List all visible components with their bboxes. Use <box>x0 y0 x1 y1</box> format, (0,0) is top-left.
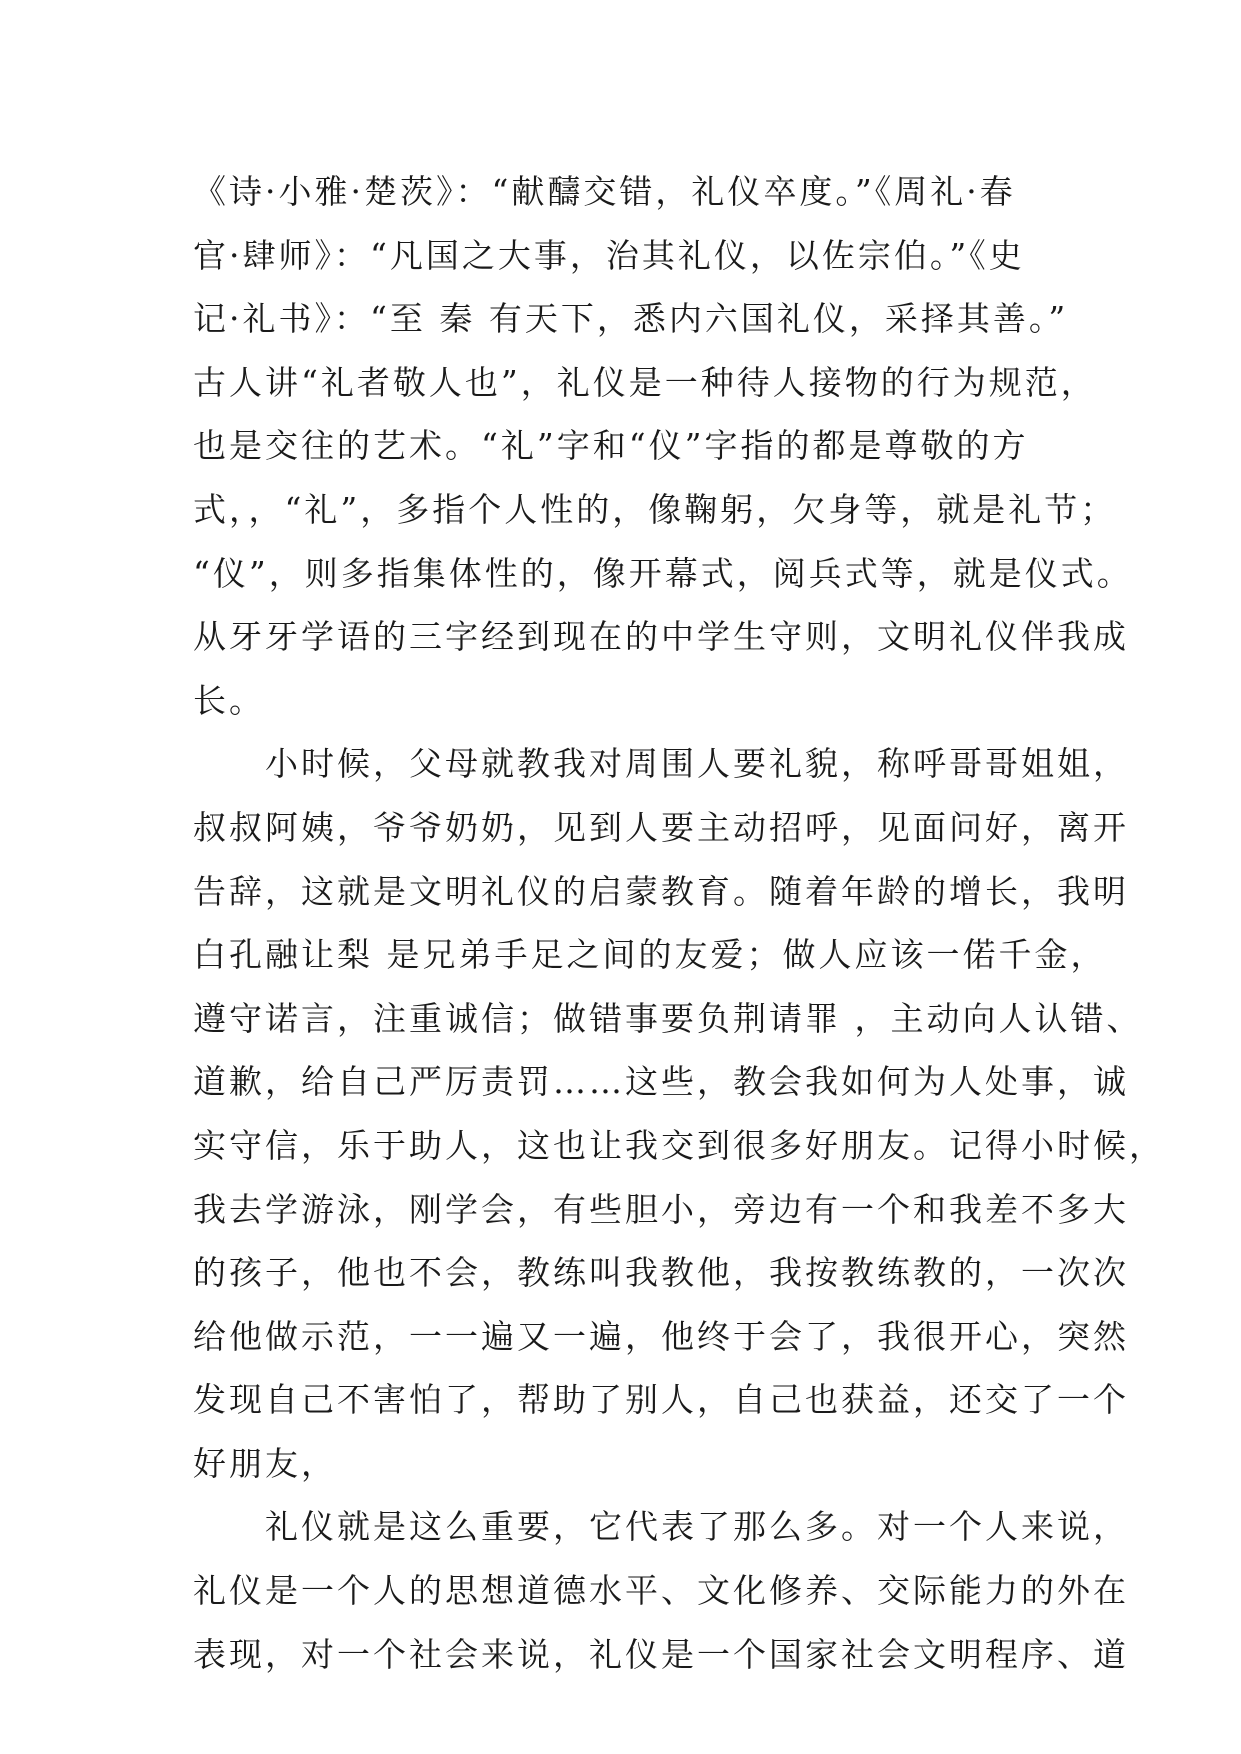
text-line: 从牙牙学语的三字经到现在的中学生守则，文明礼仪伴我成 <box>193 617 1129 657</box>
paragraph-2 <box>193 732 1165 1495</box>
text-line: 叔叔阿姨，爷爷奶奶，见到人要主动招呼，见面问好，离开 <box>193 807 1129 847</box>
text-line: 古人讲“礼者敬人也”，礼仪是一种待人接物的行为规范， <box>193 362 1097 402</box>
text-line: 好朋友， <box>193 1443 337 1483</box>
text-line: 实守信，乐于助人，这也让我交到很多好朋友。记得小时候， <box>193 1125 1165 1165</box>
text-line: 我去学游泳，刚学会，有些胆小，旁边有一个和我差不多大 <box>193 1189 1129 1229</box>
text-line: 告辞，这就是文明礼仪的启蒙教育。随着年龄的增长，我明 <box>193 871 1129 911</box>
text-line: 式，，“礼”，多指个人性的，像鞠躬，欠身等，就是礼节； <box>193 489 1117 529</box>
paragraph-3 <box>193 1495 1129 1686</box>
text-line: 长。 <box>193 680 265 720</box>
text-line: “仪”，则多指集体性的，像开幕式，阅兵式等，就是仪式。 <box>193 553 1133 593</box>
text-line: 的孩子，他也不会，教练叫我教他，我按教练教的，一次次 <box>193 1253 1129 1293</box>
text-line: 道歉，给自己严厉责罚……这些，教会我如何为人处事，诚 <box>193 1062 1129 1102</box>
text-line: 遵守诺言，注重诚信；做错事要负荆请罪 ，主动向人认错、 <box>193 998 1143 1038</box>
text-line: 发现自己不害怕了，帮助了别人，自己也获益，还交了一个 <box>193 1380 1129 1420</box>
text-line: 小时候，父母就教我对周围人要礼貌，称呼哥哥姐姐， <box>193 744 1129 784</box>
text-line: 表现，对一个社会来说，礼仪是一个国家社会文明程序、道 <box>193 1634 1129 1674</box>
text-line: 也是交往的艺术。“礼”字和“仪”字指的都是尊敬的方 <box>193 426 1029 466</box>
text-line: 礼仪是一个人的思想道德水平、文化修养、交际能力的外在 <box>193 1571 1129 1611</box>
paragraph-1 <box>193 160 1133 732</box>
text-line: 《诗·小雅·楚茨》：“献醻交错，礼仪卒度。”《周礼·春 <box>193 172 1016 211</box>
text-line: 礼仪就是这么重要，它代表了那么多。对一个人来说， <box>193 1507 1129 1547</box>
text-line: 白孔融让梨 是兄弟手足之间的友爱；做人应该一偌千金， <box>193 935 1107 975</box>
text-line: 给他做示范，一一遍又一遍，他终于会了，我很开心，突然 <box>193 1316 1129 1356</box>
text-line: 官·肆师》：“凡国之大事，治其礼仪，以佐宗伯。”《史 <box>193 235 1025 275</box>
text-line: 记·礼书》：“至 秦 有天下，悉内六国礼仪，采择其善。” <box>193 299 1069 339</box>
document-body <box>193 160 1165 1686</box>
